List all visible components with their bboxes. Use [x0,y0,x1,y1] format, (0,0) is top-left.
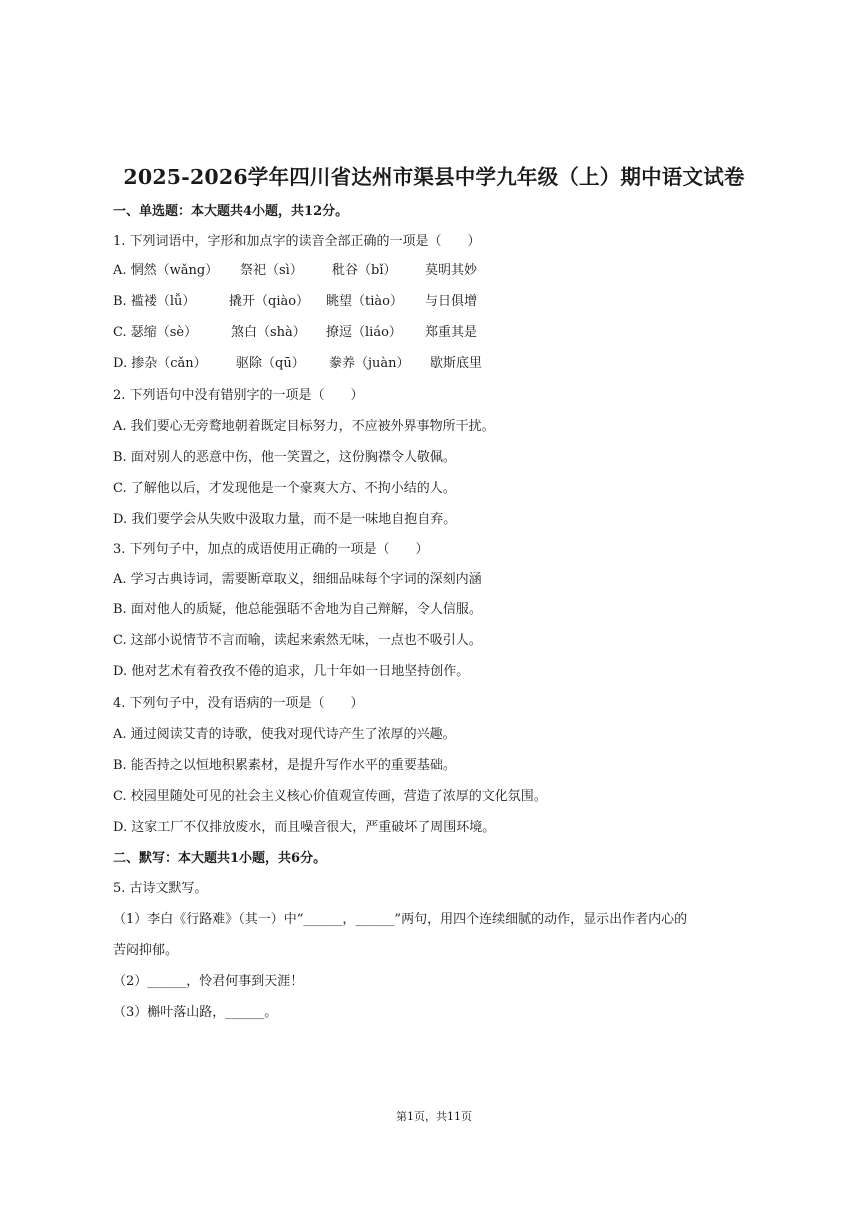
q1-option-c-word-1: C. 瑟缩（sè） [113,325,198,340]
q1-option-c-word-3: 撩逗（liáo） [326,325,402,340]
q2-option-c: C. 了解他以后，才发现他是一个豪爽大方、不拘小结的人。 [113,481,456,496]
q1-option-a-word-1: A. 惘然（wǎng） [113,263,219,278]
q3-option-b: B. 面对他人的质疑，他总能强聒不舍地为自己辩解，令人信服。 [113,602,482,617]
question-4-stem: 4. 下列句子中，没有语病的一项是（ ） [113,696,364,711]
q1-option-c-word-4: 郑重其是 [425,325,478,340]
section-heading-dictation: 二、默写：本大题共1小题，共6分。 [113,851,327,866]
q5-item-2: （2）______，怜君何事到天涯！ [113,974,304,989]
q1-option-b-word-1: B. 褴褛（lǚ） [113,294,196,309]
q5-item-3: （3）槲叶落山路，______。 [113,1005,278,1020]
section-heading-single-choice: 一、单选题：本大题共4小题，共12分。 [113,204,349,219]
q1-option-a-word-3: 秕谷（bǐ） [332,263,397,278]
question-1-stem: 1. 下列词语中，字形和加点字的读音全部正确的一项是（ ） [113,234,481,249]
q1-option-a-word-4: 莫明其妙 [425,263,478,278]
page-footer: 第1页，共11页 [396,1110,472,1123]
q2-option-b: B. 面对别人的恶意中伤，他一笑置之，这份胸襟令人敬佩。 [113,450,456,465]
q1-option-b-word-2: 撬开（qiào） [229,294,310,309]
q3-option-a: A. 学习古典诗词，需要断章取义，细细品味每个字词的深刻内涵 [113,572,482,587]
q4-option-d: D. 这家工厂不仅排放废水，而且噪音很大，严重破坏了周围环境。 [113,820,496,835]
q1-option-d-word-2: 驱除（qū） [236,356,305,371]
q2-option-a: A. 我们要心无旁鹜地朝着既定目标努力，不应被外界事物所干扰。 [113,419,495,434]
q4-option-b: B. 能否持之以恒地积累素材，是提升写作水平的重要基础。 [113,758,456,773]
q2-option-d: D. 我们要学会从失败中汲取力量，而不是一味地自抱自弃。 [113,512,457,527]
q5-item-1-continued: 苦闷抑郁。 [113,943,179,958]
q5-item-1: （1）李白《行路难》（其一）中“______，______”两句，用四个连续细腻的动作，显示出作者内心的 [113,912,688,927]
q4-option-a: A. 通过阅读艾青的诗歌，使我对现代诗产生了浓厚的兴趣。 [113,727,456,742]
question-5-stem: 5. 古诗文默写。 [113,881,208,896]
q1-option-d-word-3: 豢养（juàn） [329,356,410,371]
q1-option-c-word-2: 煞白（shà） [231,325,306,340]
question-3-stem: 3. 下列句子中，加点的成语使用正确的一项是（ ） [113,542,429,557]
question-2-stem: 2. 下列语句中没有错别字的一项是（ ） [113,388,364,403]
q3-option-d: D. 他对艺术有着孜孜不倦的追求，几十年如一日地坚持创作。 [113,664,470,679]
q1-option-b-word-3: 眺望（tiào） [326,294,403,309]
exam-title: 2025-2026学年四川省达州市渠县中学九年级（上）期中语文试卷 [123,165,745,189]
q1-option-d-word-1: D. 掺杂（cǎn） [113,356,207,371]
q1-option-d-word-4: 歇斯底里 [430,356,483,371]
q1-option-a-word-2: 祭祀（sì） [240,263,303,278]
q1-option-b-word-4: 与日俱增 [425,294,478,309]
q3-option-c: C. 这部小说情节不言而喻，读起来索然无味，一点也不吸引人。 [113,633,482,648]
q4-option-c: C. 校园里随处可见的社会主义核心价值观宣传画，营造了浓厚的文化氛围。 [113,789,547,804]
